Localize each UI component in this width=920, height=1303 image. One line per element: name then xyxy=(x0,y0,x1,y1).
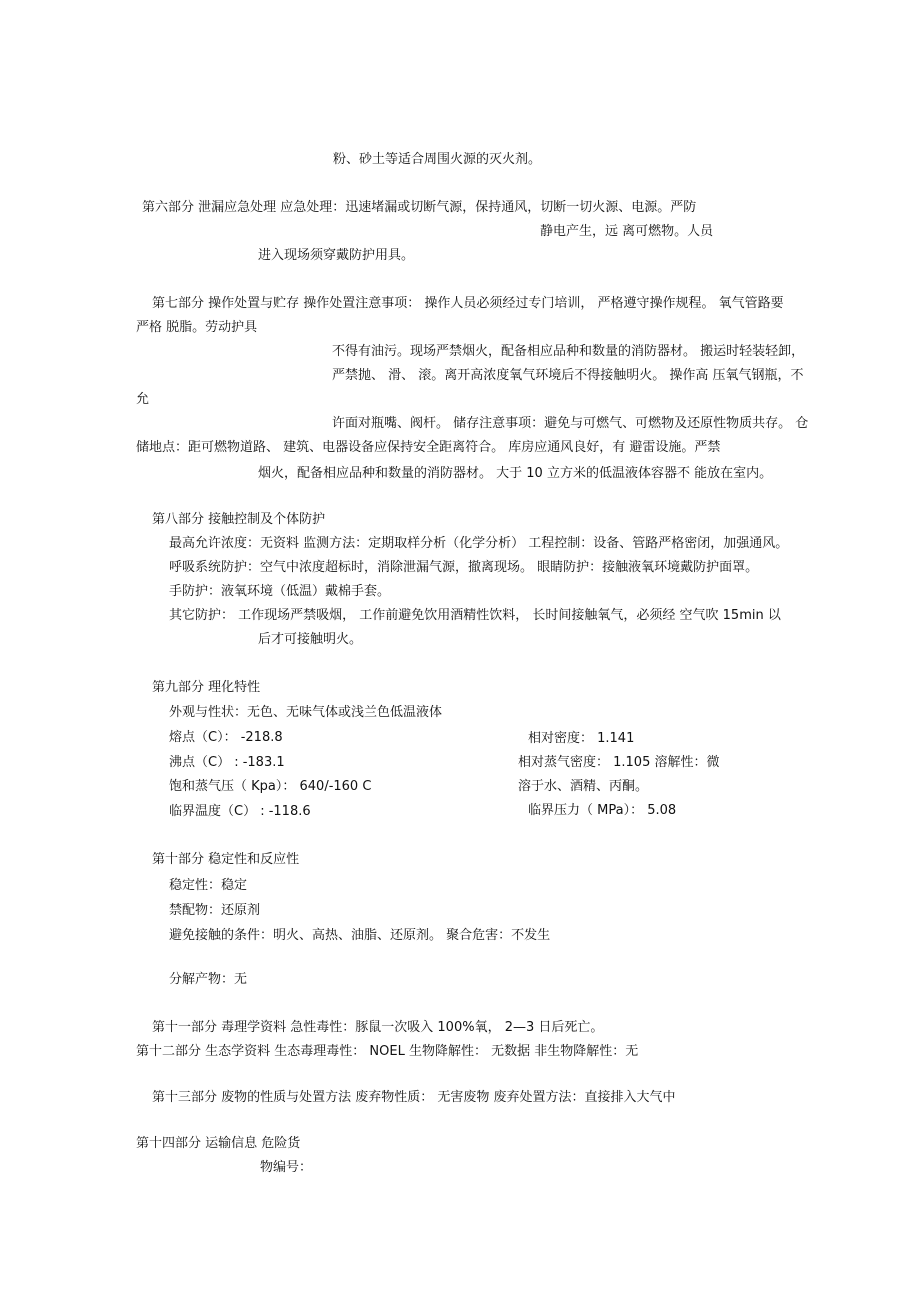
section-7-line-7: 储地点：距可燃物道路、 建筑、电器设备应保持安全距离符合。 库房应通风良好，有 避雷设施。严禁 xyxy=(136,440,721,455)
relative-density: 相对密度： 1.141 xyxy=(528,731,635,746)
section-6-line-1: 第六部分 泄漏应急处理 应急处理：迅速堵漏或切断气源，保持通风，切断一切火源、电源。严防 xyxy=(142,200,697,215)
section-8-line-3: 手防护：液氧环境（低温）戴棉手套。 xyxy=(169,584,391,599)
critical-pressure: 临界压力（ MPa）： 5.08 xyxy=(528,803,677,818)
appearance: 外观与性状：无色、无味气体或浅兰色低温液体 xyxy=(169,705,443,720)
decomposition-products: 分解产物：无 xyxy=(169,972,248,987)
section-14-line-1: 第十四部分 运输信息 危险货 xyxy=(136,1136,301,1151)
section-8-line-4: 其它防护： 工作现场严禁吸烟， 工作前避免饮用酒精性饮料， 长时间接触氧气，必须经 空气吹 15min 以 xyxy=(169,608,781,623)
section-9-title: 第九部分 理化特性 xyxy=(152,680,261,695)
incompatible-materials: 禁配物：还原剂 xyxy=(169,903,261,918)
section-7-line-2: 严格 脱脂。劳动护具 xyxy=(136,320,258,335)
section-10-title: 第十部分 稳定性和反应性 xyxy=(152,852,300,867)
conditions-to-avoid: 避免接触的条件：明火、高热、油脂、还原剂。 聚合危害：不发生 xyxy=(169,928,551,943)
section-12: 第十二部分 生态学资料 生态毒理毒性： NOEL 生物降解性： 无数据 非生物降解性：无 xyxy=(136,1044,639,1059)
section-8-title: 第八部分 接触控制及个体防护 xyxy=(152,512,326,527)
section-7-line-8: 烟火，配备相应品种和数量的消防器材。 大于 10 立方米的低温液体容器不 能放在室内。 xyxy=(258,466,773,481)
relative-vapor-density: 相对蒸气密度： 1.105 溶解性：微 xyxy=(518,755,720,770)
section-6-line-2: 静电产生，远 离可燃物。人员 xyxy=(540,224,714,239)
section-6-line-3: 进入现场须穿戴防护用具。 xyxy=(258,248,415,263)
section-13: 第十三部分 废物的性质与处置方法 废弃物性质： 无害废物 废弃处置方法：直接排入大气中 xyxy=(152,1090,676,1105)
section-8-line-5: 后才可接触明火。 xyxy=(258,632,363,647)
section-8-line-2: 呼吸系统防护：空气中浓度超标时，消除泄漏气源，撤离现场。 眼睛防护：接触液氧环境戴防护面罩。 xyxy=(169,560,759,575)
section-8-line-1: 最高允许浓度：无资料 监测方法：定期取样分析（化学分析） 工程控制：设备、管路严格密闭，加强通风。 xyxy=(169,536,789,551)
section-14-line-2: 物编号： xyxy=(260,1160,313,1175)
melting-point: 熔点（C）： -218.8 xyxy=(169,730,283,745)
section-7-line-3: 不得有油污。现场严禁烟火，配备相应品种和数量的消防器材。 搬运时轻装轻卸， xyxy=(332,344,805,359)
section-11: 第十一部分 毒理学资料 急性毒性：豚鼠一次吸入 100%氧， 2—3 日后死亡。 xyxy=(152,1020,604,1035)
fire-extinguish-continuation: 粉、砂土等适合周围火源的灭火剂。 xyxy=(333,152,542,167)
section-7-line-4: 严禁抛、 滑、 滚。离开高浓度氧气环境后不得接触明火。 操作高 压氧气钢瓶，不 xyxy=(332,368,804,383)
critical-temperature: 临界温度（C） : -118.6 xyxy=(169,804,311,819)
solubility: 溶于水、酒精、丙酮。 xyxy=(518,779,649,794)
section-7-line-1: 第七部分 操作处置与贮存 操作处置注意事项： 操作人员必须经过专门培训， 严格遵守操作规程。 氧气管路要 xyxy=(152,296,784,311)
vapor-pressure: 饱和蒸气压（ Kpa）： 640/-160 C xyxy=(169,779,372,794)
section-7-line-5: 允 xyxy=(136,392,150,407)
stability: 稳定性：稳定 xyxy=(169,878,248,893)
section-7-line-6: 许面对瓶嘴、阀杆。 储存注意事项：避免与可燃气、可燃物及还原性物质共存。 仓 xyxy=(332,416,809,431)
boiling-point: 沸点（C） : -183.1 xyxy=(169,755,285,770)
